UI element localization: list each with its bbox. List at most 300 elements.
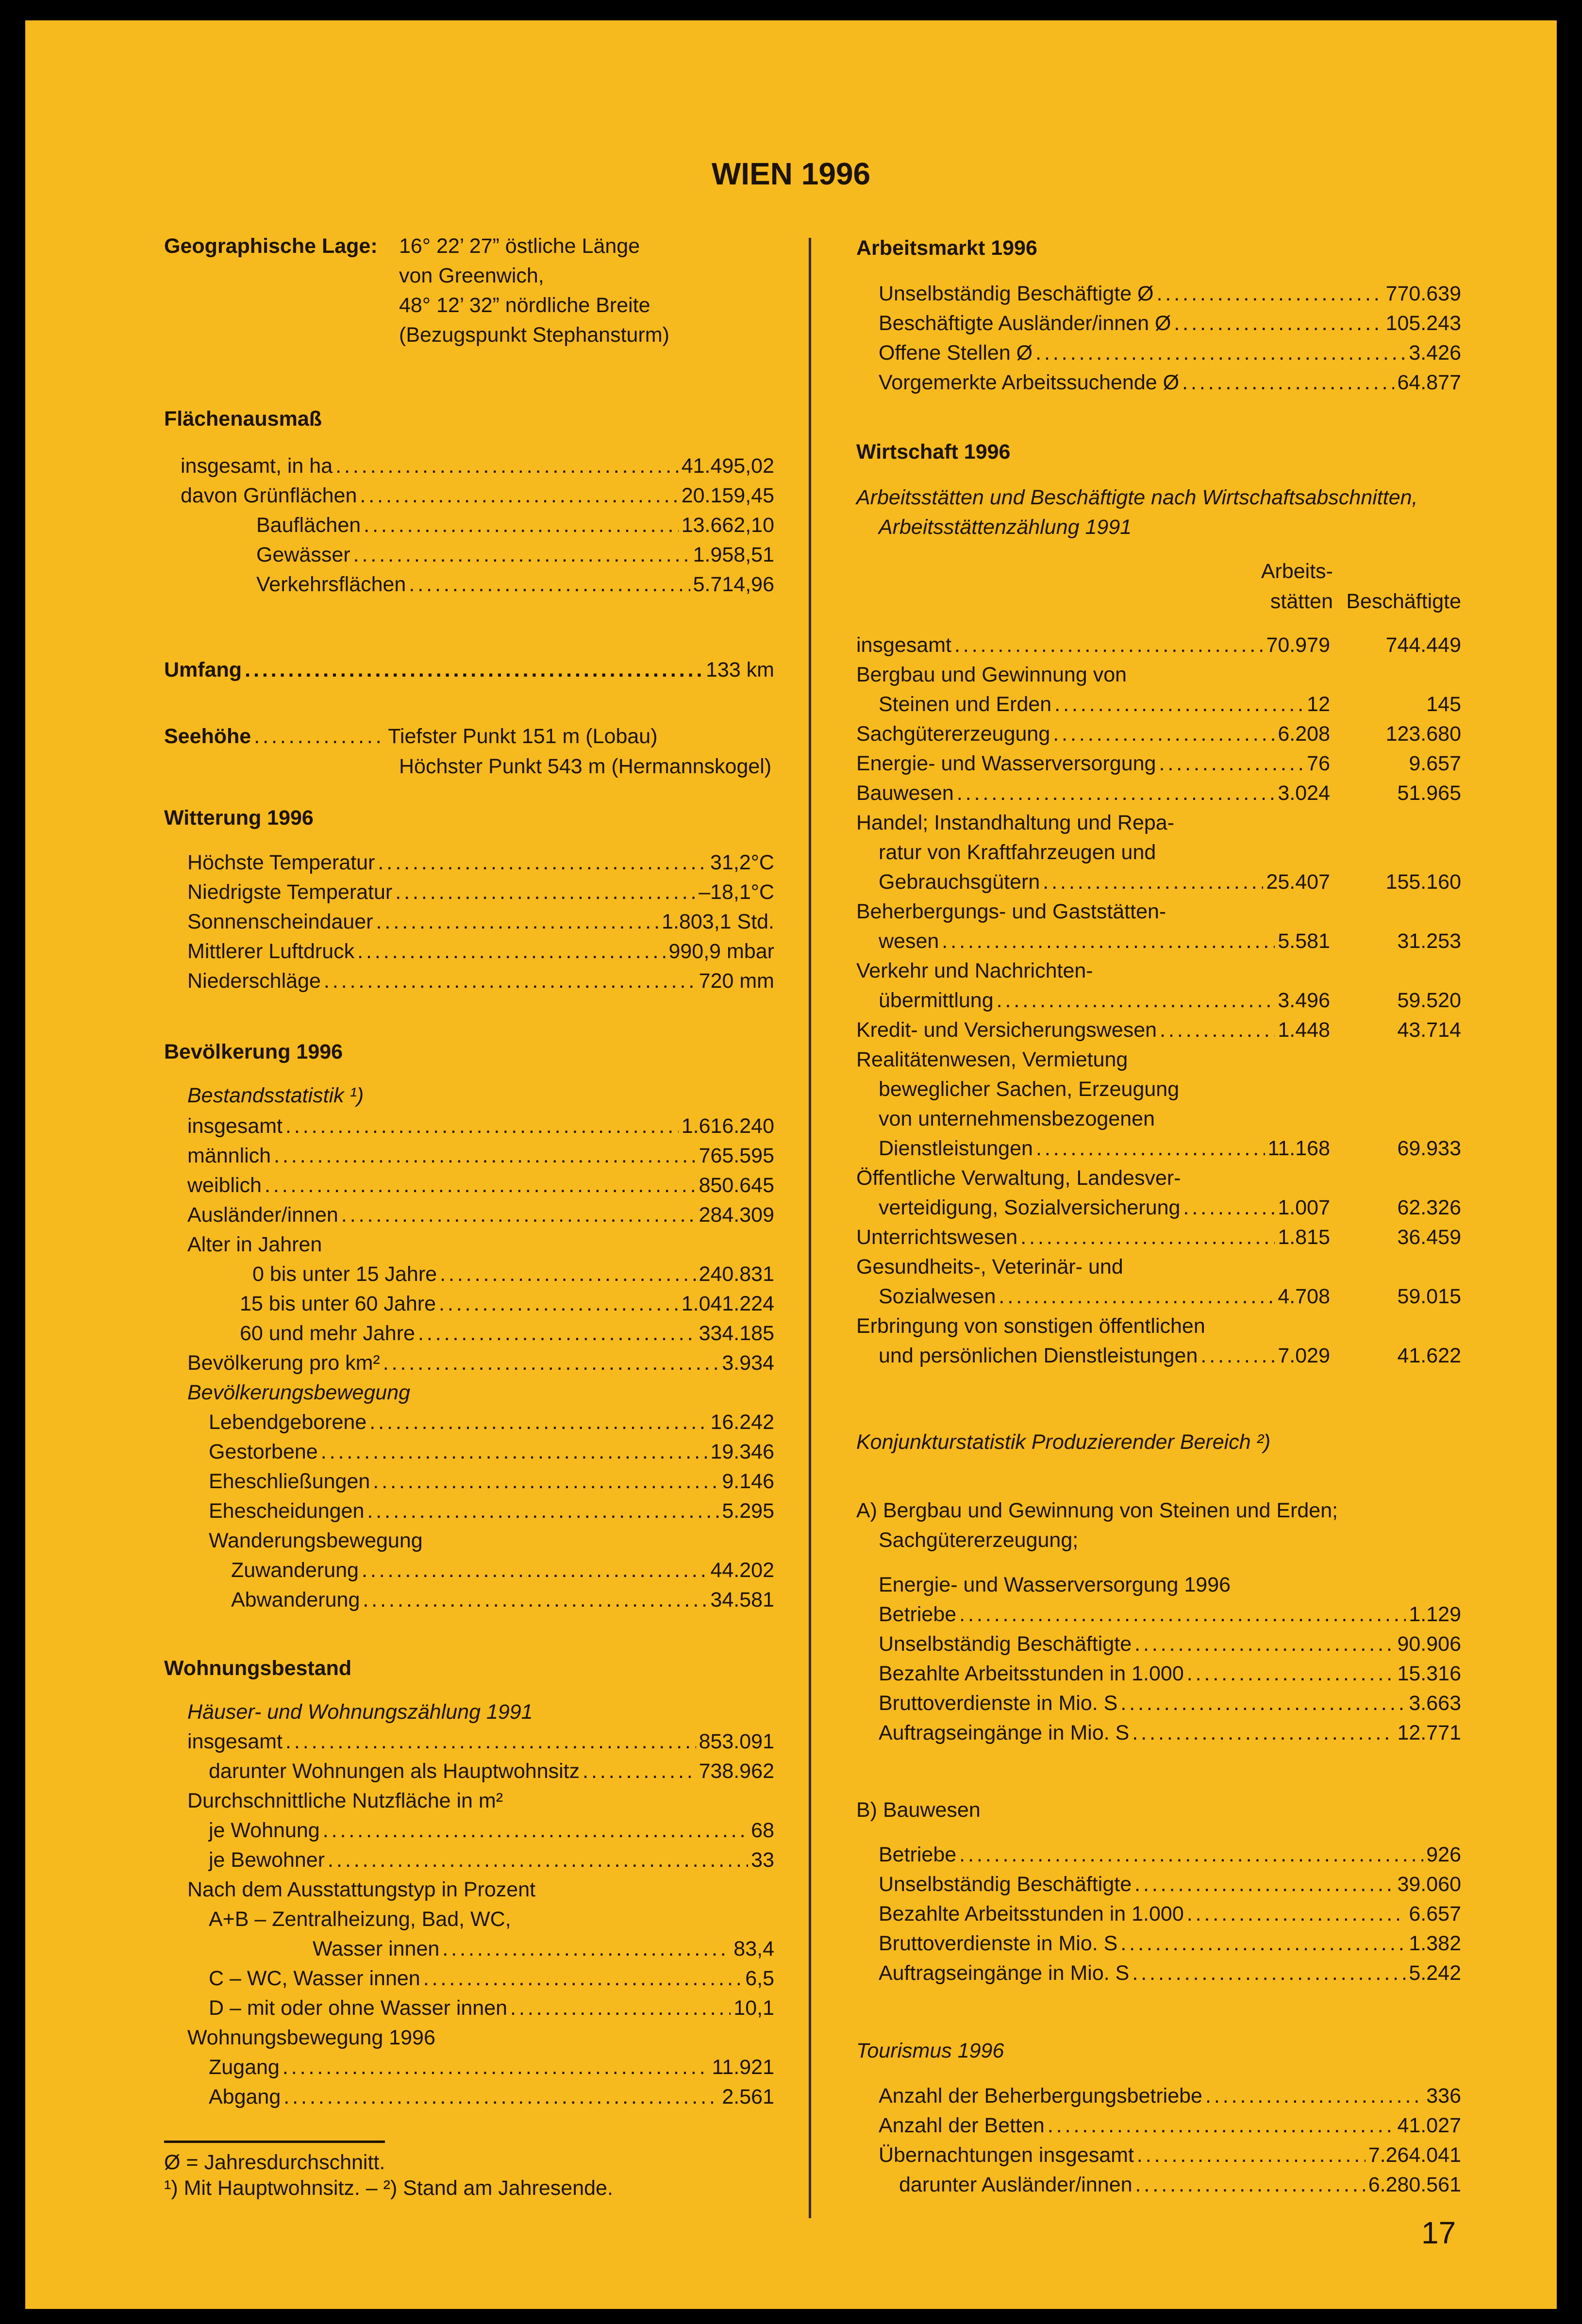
seehoehe-row-value: Tiefster Punkt 151 m (Lobau) bbox=[388, 725, 658, 748]
dot-leader bbox=[369, 1410, 707, 1434]
seehoehe-line2: Höchster Punkt 543 m (Hermannskogel) bbox=[399, 755, 772, 778]
wanderung-row bbox=[231, 1558, 774, 1582]
witterung-row bbox=[187, 910, 774, 934]
flaeche-row-value: 5.714,96 bbox=[693, 573, 774, 596]
konjunktur-b-row-label: Bezahlte Arbeitsstunden in 1.000 bbox=[879, 1902, 1184, 1926]
typ-c-row-value: 6,5 bbox=[745, 1967, 774, 1990]
col-arbeitsstaetten-1: Arbeits- bbox=[1261, 560, 1333, 583]
wirtschaft-row-label: Bauwesen bbox=[856, 781, 954, 805]
wirtschaft-text-line: von unternehmensbezogenen bbox=[879, 1107, 1155, 1130]
arbeitsmarkt-row bbox=[879, 311, 1461, 335]
dot-leader bbox=[364, 513, 679, 537]
wirtschaft-sub-2: Arbeitsstättenzählung 1991 bbox=[879, 515, 1132, 539]
wohnung-row-value: 738.962 bbox=[699, 1760, 774, 1783]
dot-leader bbox=[1137, 2143, 1366, 2167]
tourismus-row bbox=[879, 2143, 1461, 2167]
dot-leader bbox=[245, 658, 703, 682]
arbeitsmarkt-row-label: Offene Stellen Ø bbox=[879, 341, 1033, 365]
dot-leader bbox=[363, 1588, 707, 1612]
wirtschaft-text-line: beweglicher Sachen, Erzeugung bbox=[879, 1078, 1180, 1101]
arbeitsmarkt-row-value: 3.426 bbox=[1409, 341, 1461, 365]
konjunktur-a-row bbox=[879, 1691, 1461, 1715]
wirtschaft-row-value: 1.448 bbox=[1278, 1018, 1330, 1042]
dot-leader bbox=[353, 543, 690, 567]
wirtschaft-beschaeftigte: 62.326 bbox=[1397, 1196, 1461, 1219]
dot-leader bbox=[409, 572, 690, 597]
wirtschaft-row-value: 25.407 bbox=[1266, 870, 1330, 894]
wirtschaft-text-line: Gesundheits-, Veterinär- und bbox=[856, 1255, 1123, 1278]
dot-leader bbox=[954, 633, 1263, 657]
dot-leader bbox=[362, 1558, 708, 1582]
dot-leader bbox=[1200, 1344, 1275, 1368]
dot-leader bbox=[328, 1848, 748, 1872]
arbeitsmarkt-row-label: Beschäftigte Ausländer/innen Ø bbox=[879, 312, 1171, 335]
dot-leader bbox=[1020, 1225, 1275, 1249]
wirtschaft-beschaeftigte: 51.965 bbox=[1397, 781, 1461, 805]
konjunktur-b-row bbox=[879, 1931, 1461, 1956]
dot-leader bbox=[510, 1996, 731, 2020]
witterung-row-value: 1.803,1 Std. bbox=[662, 910, 774, 933]
dot-leader bbox=[283, 2085, 719, 2109]
wohnungsbewegung-row-value: 11.921 bbox=[712, 2056, 774, 2079]
nutzflaeche-row bbox=[209, 1818, 774, 1843]
konjunktur-b-row-value: 6.657 bbox=[1409, 1902, 1461, 1926]
wohnung-row bbox=[187, 1729, 774, 1754]
wirtschaft-row bbox=[879, 1284, 1330, 1309]
wirtschaft-row-label: verteidigung, Sozialversicherung bbox=[879, 1196, 1181, 1219]
dot-leader bbox=[957, 781, 1275, 805]
nutzflaeche-row-label: je Wohnung bbox=[209, 1819, 320, 1842]
wirtschaft-text-line: Handel; Instandhaltung und Repa- bbox=[856, 811, 1175, 834]
wirtschaft-row-label: Gebrauchsgütern bbox=[879, 870, 1040, 894]
dot-leader bbox=[1035, 341, 1406, 365]
typ-ab-line1: A+B – Zentralheizung, Bad, WC, bbox=[209, 1908, 511, 1931]
wanderung-row-value: 34.581 bbox=[710, 1588, 774, 1611]
dot-leader bbox=[1187, 1902, 1406, 1926]
konjunktur-b-row bbox=[879, 1961, 1461, 1985]
alter-row bbox=[252, 1262, 774, 1286]
wohnungsbewegung-row-value: 2.561 bbox=[722, 2085, 774, 2108]
wirtschaft-beschaeftigte: 59.015 bbox=[1397, 1285, 1461, 1308]
dot-leader bbox=[323, 1818, 748, 1843]
typ-ab-row-value: 83,4 bbox=[733, 1937, 774, 1960]
witterung-row-label: Niederschläge bbox=[187, 969, 321, 993]
tourismus-row-value: 336 bbox=[1426, 2084, 1461, 2108]
bevoelkerung-row-label: insgesamt bbox=[187, 1114, 283, 1138]
arbeitsmarkt-row bbox=[879, 282, 1461, 306]
seehoehe-row-label: Seehöhe bbox=[164, 725, 251, 748]
dot-leader bbox=[1054, 692, 1304, 716]
flaeche-row bbox=[256, 572, 774, 597]
wirtschaft-beschaeftigte: 123.680 bbox=[1385, 722, 1461, 746]
bevoelkerung-row-value: 765.595 bbox=[699, 1144, 774, 1167]
tourismus-heading: Tourismus 1996 bbox=[856, 2039, 1004, 2062]
dot-leader bbox=[376, 910, 659, 934]
wirtschaft-row-value: 12 bbox=[1307, 693, 1330, 716]
wirtschaft-row-value: 6.208 bbox=[1278, 722, 1330, 746]
flaeche-row-value: 41.495,02 bbox=[681, 454, 774, 478]
bewegung-row-value: 19.346 bbox=[710, 1440, 774, 1463]
witterung-row-label: Niedrigste Temperatur bbox=[187, 880, 393, 904]
page-title: WIEN 1996 bbox=[711, 156, 871, 191]
dot-leader bbox=[383, 1351, 719, 1375]
bewegung-row-value: 16.242 bbox=[710, 1411, 774, 1434]
flaeche-row bbox=[256, 513, 774, 537]
typ-c-row bbox=[209, 1966, 774, 1991]
wirtschaft-row-label: übermittlung bbox=[879, 989, 994, 1012]
umfang-row bbox=[164, 658, 774, 682]
wirtschaft-beschaeftigte: 36.459 bbox=[1397, 1226, 1461, 1249]
arbeitsmarkt-row-value: 770.639 bbox=[1385, 282, 1461, 305]
dot-leader bbox=[418, 1321, 696, 1345]
witterung-row-value: 720 mm bbox=[699, 969, 774, 993]
dot-leader bbox=[1120, 1931, 1406, 1956]
konjunktur-b-row-label: Bruttoverdienste in Mio. S bbox=[879, 1932, 1118, 1955]
geo-line: 16° 22’ 27” östliche Länge bbox=[399, 234, 640, 258]
wirtschaft-text-line: Bergbau und Gewinnung von bbox=[856, 663, 1127, 686]
konjunktur-b-row-value: 39.060 bbox=[1397, 1873, 1461, 1896]
konjunktur-b-row-label: Auftragseingänge in Mio. S bbox=[879, 1961, 1130, 1985]
flaeche-row-label: Verkehrsflächen bbox=[256, 573, 406, 596]
wirtschaft-text-line: Verkehr und Nachrichten- bbox=[856, 959, 1093, 982]
wirtschaft-row bbox=[879, 929, 1330, 953]
wirtschaft-beschaeftigte: 155.160 bbox=[1385, 870, 1461, 894]
dot-leader bbox=[373, 1469, 719, 1494]
wirtschaft-row-value: 3.496 bbox=[1278, 989, 1330, 1012]
bewegung-row-label: Lebendgeborene bbox=[209, 1411, 367, 1434]
bevoelkerung-row bbox=[187, 1203, 774, 1227]
wirtschaft-sub-1: Arbeitsstätten und Beschäftigte nach Wirtschaftsabschnitten, bbox=[856, 486, 1418, 509]
witterung-row bbox=[187, 969, 774, 993]
bewegung-row-label: Ehescheidungen bbox=[209, 1499, 365, 1523]
wirtschaft-row-label: Sozialwesen bbox=[879, 1285, 996, 1308]
alter-row bbox=[240, 1321, 774, 1345]
bewegung-label: Bevölkerungsbewegung bbox=[187, 1381, 410, 1404]
flaeche-row-label: Gewässer bbox=[256, 543, 350, 566]
tourismus-row-label: Anzahl der Beherbergungsbetriebe bbox=[879, 2084, 1202, 2108]
typ-ab-row-label: Wasser innen bbox=[313, 1937, 440, 1960]
wirtschaft-row-label: Dienstleistungen bbox=[879, 1137, 1033, 1160]
dot-leader bbox=[442, 1937, 731, 1961]
arbeitsmarkt-heading: Arbeitsmarkt 1996 bbox=[856, 236, 1037, 260]
geo-line: (Bezugspunkt Stephansturm) bbox=[399, 323, 669, 347]
col-arbeitsstaetten-2: stätten bbox=[1270, 590, 1333, 613]
wirtschaft-text-line: ratur von Kraftfahrzeugen und bbox=[879, 841, 1156, 864]
tourismus-row bbox=[879, 2084, 1461, 2108]
konjunktur-heading: Konjunkturstatistik Produzierender Bereich ²) bbox=[856, 1430, 1271, 1454]
wohnungsbewegung-label: Wohnungsbewegung 1996 bbox=[187, 2026, 435, 2049]
konjunktur-a-1: A) Bergbau und Gewinnung von Steinen und Erden; bbox=[856, 1499, 1338, 1522]
bewegung-row bbox=[209, 1440, 774, 1464]
alter-row-value: 240.831 bbox=[699, 1262, 774, 1286]
witterung-row-label: Sonnenscheindauer bbox=[187, 910, 373, 933]
geo-label: Geographische Lage: bbox=[164, 234, 378, 258]
wohnung-heading: Wohnungsbestand bbox=[164, 1657, 352, 1680]
wirtschaft-row-value: 1.007 bbox=[1278, 1196, 1330, 1219]
dot-leader bbox=[265, 1173, 696, 1197]
wohnung-row bbox=[209, 1759, 774, 1783]
witterung-row bbox=[187, 880, 774, 904]
dot-leader bbox=[1159, 751, 1304, 776]
wirtschaft-row-label: Energie- und Wasserversorgung bbox=[856, 752, 1156, 775]
konjunktur-a-row-value: 3.663 bbox=[1409, 1692, 1461, 1715]
alter-row bbox=[240, 1292, 774, 1316]
bevoelkerung-row-value: 284.309 bbox=[699, 1203, 774, 1227]
wohnung-row-value: 853.091 bbox=[699, 1730, 774, 1753]
dot-leader bbox=[341, 1203, 696, 1227]
dot-leader bbox=[367, 1499, 719, 1523]
wirtschaft-row-value: 1.815 bbox=[1278, 1226, 1330, 1249]
arbeitsmarkt-row-label: Unselbständig Beschäftigte Ø bbox=[879, 282, 1154, 305]
dot-leader bbox=[1036, 1136, 1265, 1161]
wirtschaft-row-label: Steinen und Erden bbox=[879, 693, 1052, 716]
wirtschaft-beschaeftigte: 744.449 bbox=[1385, 633, 1461, 657]
konjunktur-a-row-label: Auftragseingänge in Mio. S bbox=[879, 1721, 1130, 1744]
alter-row-label: 60 und mehr Jahre bbox=[240, 1322, 415, 1345]
tourismus-row bbox=[879, 2113, 1461, 2138]
wanderung-row-label: Zuwanderung bbox=[231, 1559, 359, 1582]
dot-leader bbox=[395, 880, 696, 904]
dot-leader bbox=[357, 939, 666, 963]
bevoelkerung-row-value: 850.645 bbox=[699, 1174, 774, 1197]
konjunktur-b-row-label: Betriebe bbox=[879, 1843, 957, 1866]
column-divider bbox=[809, 238, 811, 2218]
konjunktur-a-row-value: 12.771 bbox=[1397, 1721, 1461, 1744]
bewegung-row-value: 9.146 bbox=[722, 1470, 774, 1493]
wohnungsbewegung-row bbox=[209, 2055, 774, 2079]
pro-km-row bbox=[187, 1351, 774, 1375]
wohnung-row-label: insgesamt bbox=[187, 1730, 283, 1753]
umfang-row-value: 133 km bbox=[705, 658, 774, 681]
typ-d-row-value: 10,1 bbox=[733, 1996, 774, 2020]
tourismus-row bbox=[899, 2173, 1461, 2197]
konjunktur-a-row-label: Bruttoverdienste in Mio. S bbox=[879, 1692, 1118, 1715]
dot-leader bbox=[440, 1262, 696, 1286]
wirtschaft-text-line: Erbringung von sonstigen öffentlichen bbox=[856, 1314, 1205, 1338]
dot-leader bbox=[360, 483, 678, 508]
wirtschaft-row bbox=[879, 1195, 1330, 1220]
dot-leader bbox=[274, 1144, 696, 1168]
alter-row-label: 15 bis unter 60 Jahre bbox=[240, 1292, 436, 1315]
dot-leader bbox=[1205, 2084, 1423, 2108]
nutzflaeche-row-value: 68 bbox=[751, 1819, 774, 1842]
dot-leader bbox=[1120, 1691, 1406, 1715]
arbeitsmarkt-row-value: 105.243 bbox=[1385, 312, 1461, 335]
konjunktur-a-row bbox=[879, 1721, 1461, 1745]
dot-leader bbox=[1053, 722, 1275, 746]
wirtschaft-row-value: 7.029 bbox=[1278, 1344, 1330, 1367]
footnote-2: ¹) Mit Hauptwohnsitz. – ²) Stand am Jahresende. bbox=[164, 2176, 613, 2200]
wirtschaft-row-label: und persönlichen Dienstleistungen bbox=[879, 1344, 1198, 1367]
wirtschaft-row bbox=[879, 1344, 1330, 1368]
alter-row-label: 0 bis unter 15 Jahre bbox=[252, 1262, 437, 1286]
wanderung-row-label: Abwanderung bbox=[231, 1588, 360, 1611]
arbeitsmarkt-row-value: 64.877 bbox=[1397, 371, 1461, 394]
bevoelkerung-heading: Bevölkerung 1996 bbox=[164, 1040, 343, 1063]
wirtschaft-row bbox=[856, 781, 1330, 805]
dot-leader bbox=[959, 1602, 1406, 1627]
wanderung-label: Wanderungsbewegung bbox=[209, 1529, 423, 1552]
bestandsstatistik-label: Bestandsstatistik ¹) bbox=[187, 1084, 364, 1107]
wohnung-sub: Häuser- und Wohnungszählung 1991 bbox=[187, 1700, 533, 1724]
witterung-row-label: Mittlerer Luftdruck bbox=[187, 940, 355, 963]
dot-leader bbox=[1183, 1195, 1275, 1220]
wirtschaft-heading: Wirtschaft 1996 bbox=[856, 440, 1011, 464]
konjunktur-b-row-value: 926 bbox=[1426, 1843, 1461, 1866]
konjunktur-a-row-value: 1.129 bbox=[1409, 1603, 1461, 1626]
alter-label: Alter in Jahren bbox=[187, 1233, 322, 1256]
konjunktur-a-row-value: 15.316 bbox=[1397, 1662, 1461, 1685]
footnote-rule bbox=[164, 2141, 385, 2143]
dot-leader bbox=[942, 929, 1275, 953]
witterung-row-value: –18,1°C bbox=[699, 880, 774, 904]
witterung-row-label: Höchste Temperatur bbox=[187, 851, 375, 874]
wanderung-row bbox=[231, 1588, 774, 1612]
pro-km-row-value: 3.934 bbox=[722, 1351, 774, 1375]
wirtschaft-row-value: 3.024 bbox=[1278, 781, 1330, 805]
dot-leader bbox=[254, 724, 385, 748]
witterung-row bbox=[187, 850, 774, 875]
bevoelkerung-row bbox=[187, 1173, 774, 1197]
konjunktur-a-2: Sachgütererzeugung; bbox=[879, 1528, 1079, 1552]
alter-row-value: 1.041.224 bbox=[681, 1292, 774, 1315]
geo-line: von Greenwich, bbox=[399, 264, 544, 287]
flaeche-row-value: 20.159,45 bbox=[681, 484, 774, 507]
dot-leader bbox=[324, 969, 696, 993]
arbeitsmarkt-row-label: Vorgemerkte Arbeitssuchende Ø bbox=[879, 371, 1180, 394]
dot-leader bbox=[321, 1440, 708, 1464]
wohnungsbewegung-row bbox=[209, 2085, 774, 2109]
ausstattung-label: Nach dem Ausstattungstyp in Prozent bbox=[187, 1878, 536, 1901]
umfang-row-label: Umfang bbox=[164, 658, 242, 681]
wirtschaft-beschaeftigte: 9.657 bbox=[1409, 752, 1461, 775]
bevoelkerung-row bbox=[187, 1114, 774, 1138]
nutzflaeche-row bbox=[209, 1848, 774, 1872]
dot-leader bbox=[1043, 870, 1263, 894]
konjunktur-b-row bbox=[879, 1902, 1461, 1926]
dot-leader bbox=[1048, 2113, 1395, 2138]
wanderung-row-value: 44.202 bbox=[710, 1559, 774, 1582]
witterung-row bbox=[187, 939, 774, 963]
flaeche-row-label: Bauflächen bbox=[256, 514, 361, 537]
dot-leader bbox=[439, 1292, 679, 1316]
wirtschaft-row bbox=[856, 722, 1330, 746]
wirtschaft-beschaeftigte: 69.933 bbox=[1397, 1137, 1461, 1160]
wirtschaft-row bbox=[879, 870, 1330, 894]
wirtschaft-row-value: 5.581 bbox=[1278, 930, 1330, 953]
alter-row-value: 334.185 bbox=[699, 1322, 774, 1345]
wirtschaft-row-value: 4.708 bbox=[1278, 1285, 1330, 1308]
konjunktur-a-3: Energie- und Wasserversorgung 1996 bbox=[879, 1573, 1231, 1596]
bevoelkerung-row-label: Ausländer/innen bbox=[187, 1203, 338, 1227]
typ-d-row bbox=[209, 1996, 774, 2020]
flaeche-row-label: insgesamt, in ha bbox=[181, 454, 333, 478]
wirtschaft-row bbox=[856, 751, 1330, 776]
wirtschaft-row bbox=[856, 1018, 1330, 1042]
tourismus-row-label: Übernachtungen insgesamt bbox=[879, 2143, 1134, 2167]
wohnung-row-label: darunter Wohnungen als Hauptwohnsitz bbox=[209, 1760, 580, 1783]
nutzflaeche-row-value: 33 bbox=[751, 1848, 774, 1872]
bewegung-row bbox=[209, 1499, 774, 1523]
konjunktur-b-1: B) Bauwesen bbox=[856, 1798, 981, 1822]
nutzflaeche-row-label: je Bewohner bbox=[209, 1848, 325, 1872]
bewegung-row-label: Eheschließungen bbox=[209, 1470, 370, 1493]
wirtschaft-row-label: wesen bbox=[879, 930, 939, 953]
dot-leader bbox=[1160, 1018, 1275, 1042]
konjunktur-a-row-value: 90.906 bbox=[1397, 1632, 1461, 1656]
wirtschaft-row-label: Sachgütererzeugung bbox=[856, 722, 1050, 746]
wohnungsbewegung-row-label: Zugang bbox=[209, 2056, 280, 2079]
nutzflaeche-label: Durchschnittliche Nutzfläche in m² bbox=[187, 1789, 503, 1812]
dot-leader bbox=[423, 1966, 743, 1991]
typ-d-row-label: D – mit oder ohne Wasser innen bbox=[209, 1996, 508, 2020]
tourismus-row-value: 7.264.041 bbox=[1368, 2143, 1461, 2167]
wirtschaft-text-line: Öffentliche Verwaltung, Landesver- bbox=[856, 1166, 1181, 1190]
dot-leader bbox=[997, 988, 1275, 1013]
dot-leader bbox=[1187, 1661, 1395, 1686]
seehoehe-row bbox=[164, 724, 772, 748]
konjunktur-a-row bbox=[879, 1632, 1461, 1656]
wirtschaft-beschaeftigte: 41.622 bbox=[1397, 1344, 1461, 1367]
flaeche-row bbox=[181, 454, 774, 478]
dot-leader bbox=[1157, 282, 1383, 306]
witterung-heading: Witterung 1996 bbox=[164, 806, 314, 830]
flaeche-row-label: davon Grünflächen bbox=[181, 484, 357, 507]
geo-line: 48° 12’ 32” nördliche Breite bbox=[399, 294, 650, 317]
konjunktur-b-row-label: Unselbständig Beschäftigte bbox=[879, 1873, 1132, 1896]
dot-leader bbox=[1134, 1872, 1394, 1896]
flaeche-heading: Flächenausmaß bbox=[164, 407, 322, 431]
konjunktur-b-row-value: 1.382 bbox=[1409, 1932, 1461, 1955]
bevoelkerung-row-value: 1.616.240 bbox=[681, 1114, 774, 1138]
tourismus-row-value: 6.280.561 bbox=[1368, 2173, 1461, 2196]
wirtschaft-text-line: Beherbergungs- und Gaststätten- bbox=[856, 900, 1166, 923]
bewegung-row bbox=[209, 1469, 774, 1494]
wirtschaft-row-value: 76 bbox=[1307, 752, 1330, 775]
typ-ab-row bbox=[313, 1937, 774, 1961]
tourismus-row-label: Anzahl der Betten bbox=[879, 2114, 1045, 2137]
bevoelkerung-row bbox=[187, 1144, 774, 1168]
wohnungsbewegung-row-label: Abgang bbox=[209, 2085, 281, 2108]
wirtschaft-row bbox=[879, 1136, 1330, 1161]
konjunktur-a-row bbox=[879, 1661, 1461, 1686]
bewegung-row-label: Gestorbene bbox=[209, 1440, 318, 1463]
wirtschaft-row-label: insgesamt bbox=[856, 633, 951, 657]
bewegung-row-value: 5.295 bbox=[722, 1499, 774, 1523]
typ-c-row-label: C – WC, Wasser innen bbox=[209, 1967, 420, 1990]
wirtschaft-row-value: 70.979 bbox=[1266, 633, 1330, 657]
wirtschaft-row-value: 11.168 bbox=[1267, 1137, 1330, 1160]
footnote-1: Ø = Jahresdurchschnitt. bbox=[164, 2151, 385, 2174]
dot-leader bbox=[1132, 1961, 1406, 1985]
dot-leader bbox=[959, 1843, 1423, 1867]
konjunktur-b-row-value: 5.242 bbox=[1409, 1961, 1461, 1985]
dot-leader bbox=[1132, 1721, 1394, 1745]
bewegung-row bbox=[209, 1410, 774, 1434]
wirtschaft-row-label: Kredit- und Versicherungswesen bbox=[856, 1018, 1157, 1042]
wirtschaft-row bbox=[879, 988, 1330, 1013]
dot-leader bbox=[378, 850, 707, 875]
dot-leader bbox=[1135, 2173, 1366, 2197]
konjunktur-b-row bbox=[879, 1872, 1461, 1896]
wirtschaft-row-label: Unterrichtswesen bbox=[856, 1226, 1018, 1249]
wirtschaft-beschaeftigte: 31.253 bbox=[1397, 930, 1461, 953]
arbeitsmarkt-row bbox=[879, 370, 1461, 395]
witterung-row-value: 31,2°C bbox=[710, 851, 774, 874]
dot-leader bbox=[285, 1729, 696, 1754]
konjunktur-a-row-label: Unselbständig Beschäftigte bbox=[879, 1632, 1132, 1656]
flaeche-row-value: 13.662,10 bbox=[681, 514, 774, 537]
